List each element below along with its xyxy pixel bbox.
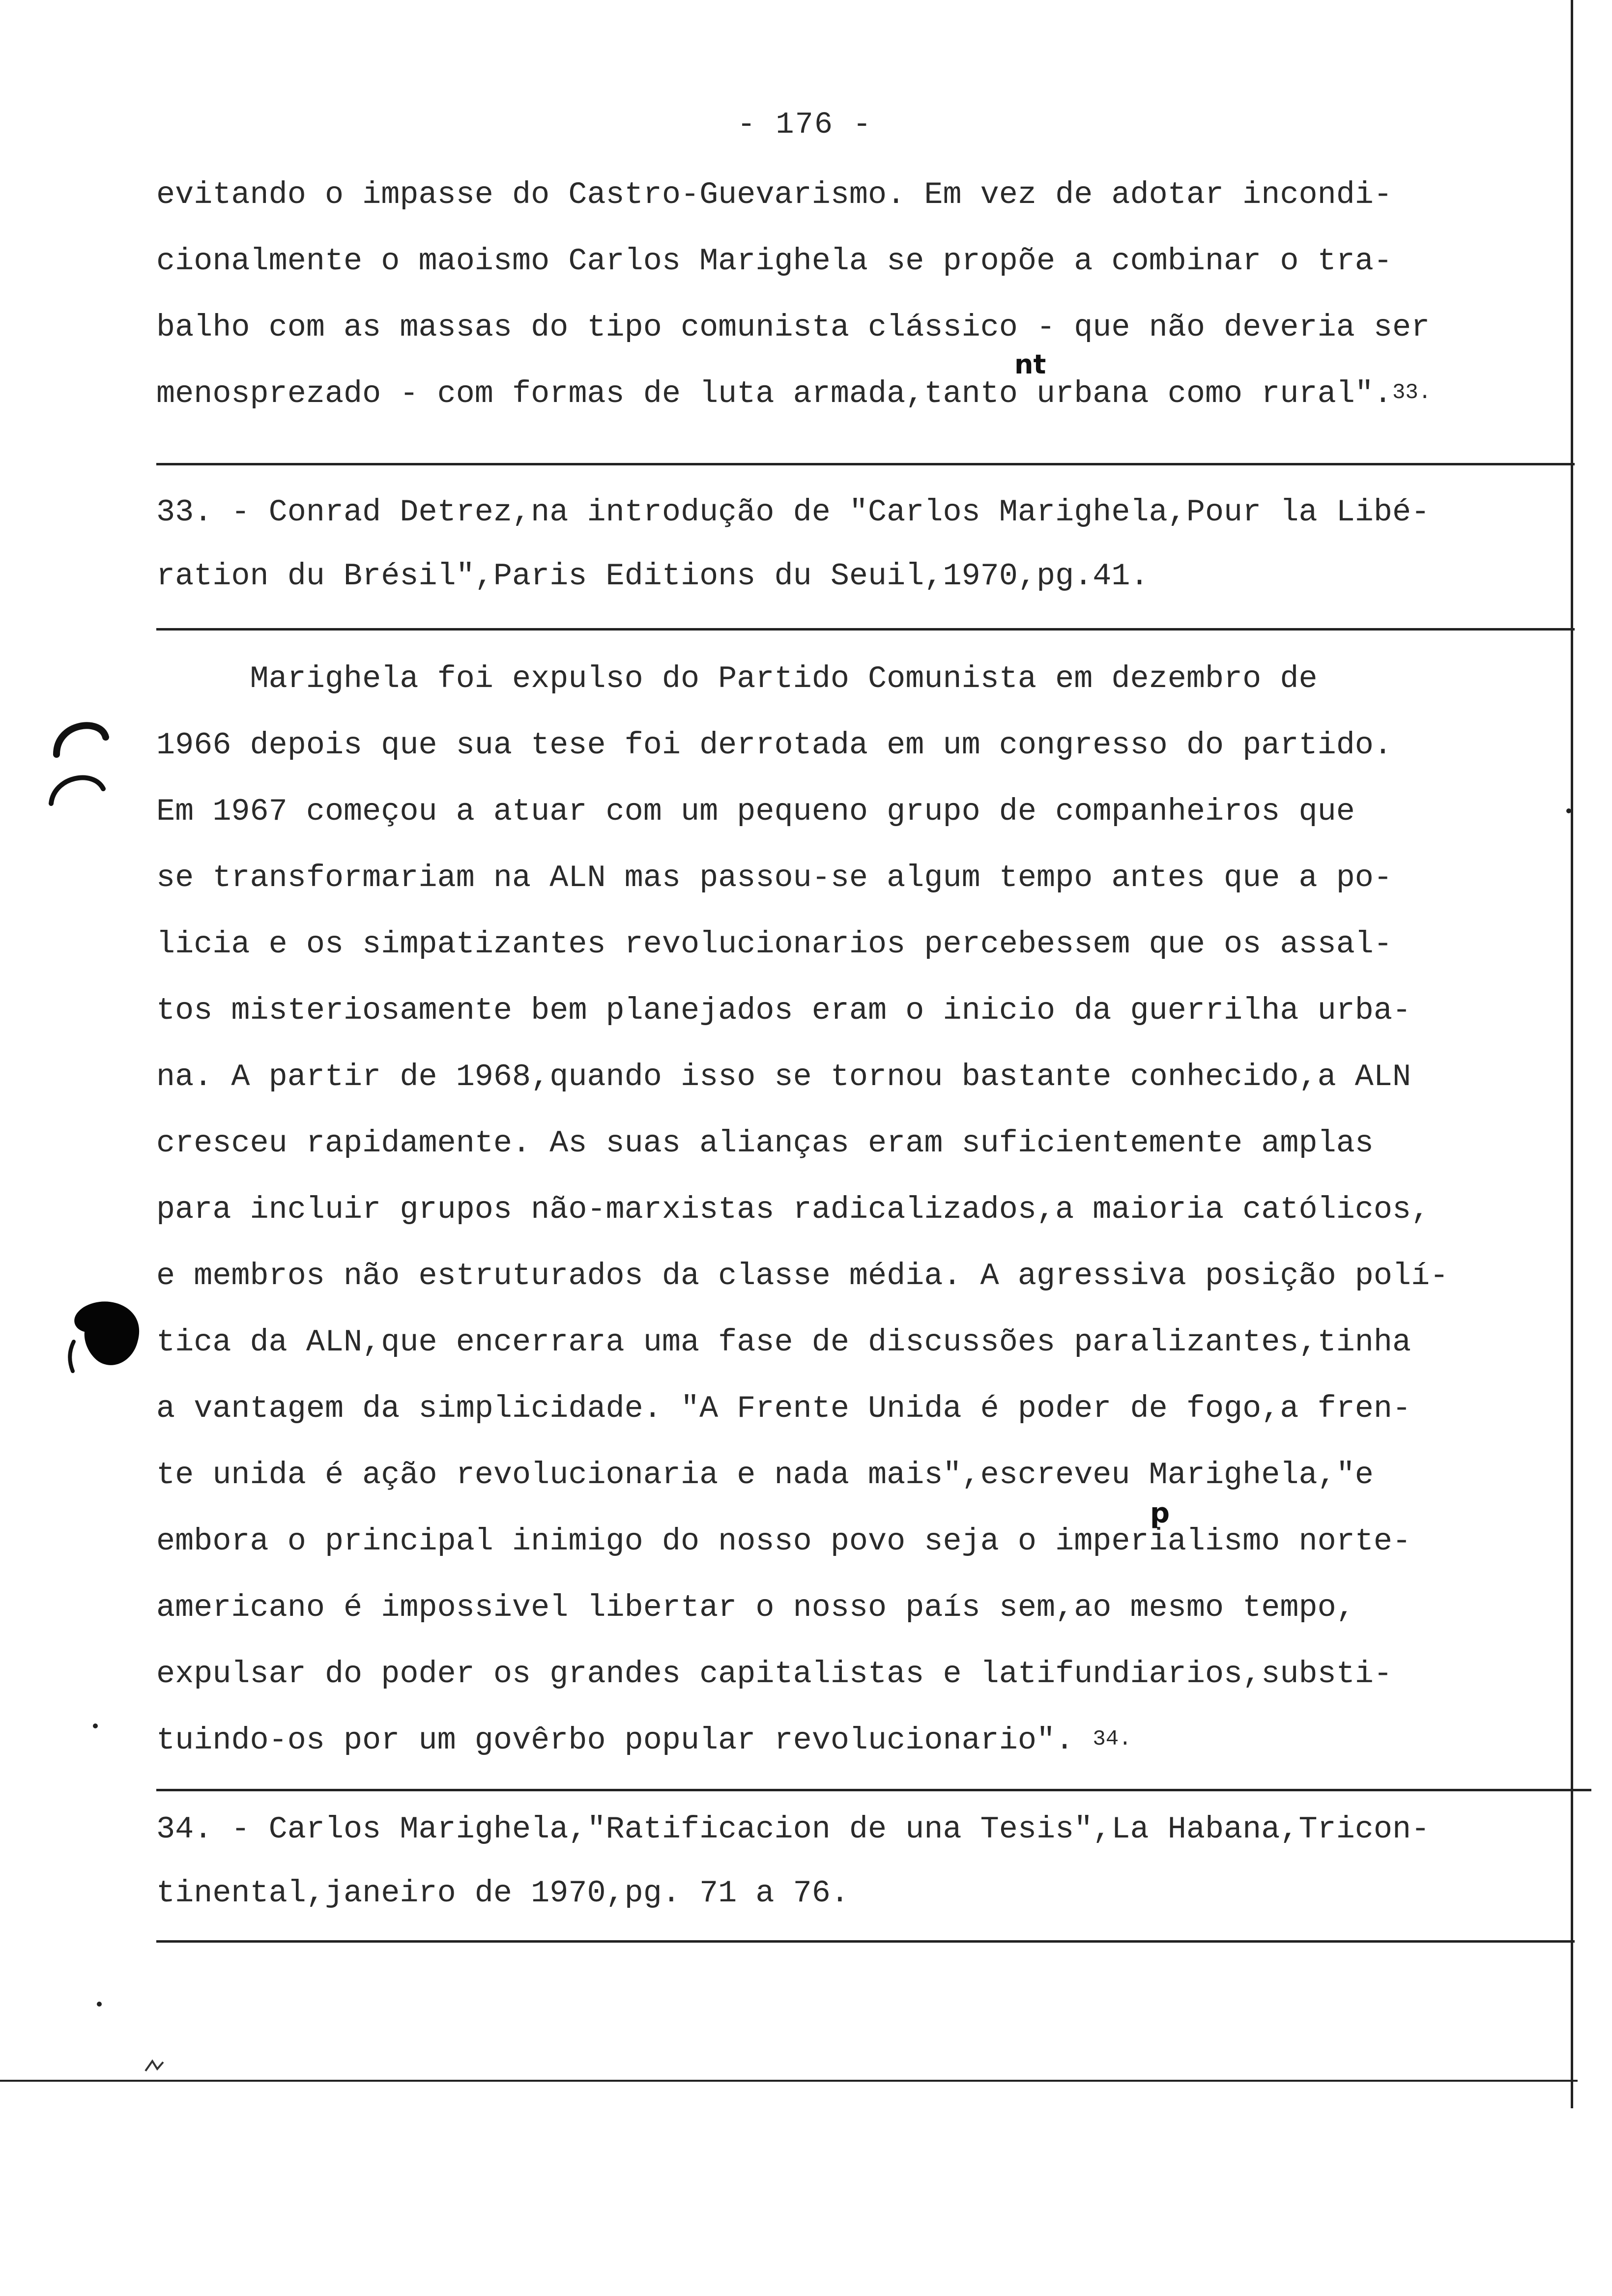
paragraph-2 (156, 646, 1562, 1774)
footnote-line: ration du Brésil",Paris Editions du Seuil,1970,pg.41. (156, 559, 1149, 594)
text-line: a vantagem da simplicidade. "A Frente Unida é poder de fogo,a fren- (156, 1391, 1411, 1427)
handwritten-correction-mark (1012, 349, 1057, 383)
svg-text:p: p (1150, 1497, 1170, 1529)
footnote-ref-34: 34. (1093, 1727, 1132, 1751)
footnote-divider-top (156, 1789, 1591, 1791)
svg-text:nt: nt (1014, 349, 1046, 380)
text-line: tos misteriosamente bem planejados eram o inicio da guerrilha urba- (156, 993, 1411, 1029)
binder-hole-mark-icon (44, 764, 113, 808)
binder-hole-mark-icon (47, 708, 115, 762)
footnote-divider-bottom (156, 628, 1575, 631)
text-line: te unida é ação revolucionaria e nada mais",escreveu Marighela,"e (156, 1458, 1374, 1493)
stray-dot (96, 2001, 102, 2007)
text-line: se transformariam na ALN mas passou-se algum tempo antes que a po- (156, 861, 1393, 896)
footnote-33 (156, 481, 1562, 608)
text-line: para incluir grupos não-marxistas radicalizados,a maioria católicos, (156, 1192, 1430, 1228)
page-number: - 176 - (737, 107, 872, 142)
stray-dot (1566, 808, 1572, 814)
footnote-divider-top (156, 463, 1575, 465)
text-line: e membros não estruturados da classe média. A agressiva posição polí- (156, 1259, 1449, 1294)
footnote-line: 34. - Carlos Marighela,"Ratificacion de una Tesis",La Habana,Tricon- (156, 1812, 1430, 1847)
text-line: Marighela foi expulso do Partido Comunista em dezembro de (156, 661, 1318, 697)
text-line: americano é impossivel libertar o nosso país sem,ao mesmo tempo, (156, 1590, 1355, 1626)
page-bottom-rule (0, 2080, 1578, 2082)
footnote-line: tinental,janeiro de 1970,pg. 71 a 76. (156, 1876, 849, 1911)
handwritten-correction-mark (1145, 1494, 1180, 1533)
right-margin-rule (1571, 0, 1573, 2108)
footnote-ref-33: 33. (1392, 380, 1432, 405)
text-line: expulsar do poder os grandes capitalistas e latifundiarios,substi- (156, 1657, 1393, 1692)
footnote-34 (156, 1798, 1562, 1925)
text-line: cionalmente o maoismo Carlos Marighela se propõe a combinar o tra- (156, 244, 1393, 279)
paragraph-1 (156, 162, 1562, 428)
footnote-line: 33. - Conrad Detrez,na introdução de "Carlos Marighela,Pour la Libé- (156, 495, 1430, 530)
text-line: tica da ALN,que encerrara uma fase de discussões paralizantes,tinha (156, 1325, 1411, 1360)
text-line: embora o principal inimigo do nosso povo seja o imperialismo norte- (156, 1524, 1411, 1559)
text-line: evitando o impasse do Castro-Guevarismo. Em vez de adotar incondi- (156, 177, 1393, 213)
text-line: Em 1967 começou a atuar com um pequeno grupo de companheiros que (156, 794, 1355, 830)
text-line: balho com as massas do tipo comunista clássico - que não deveria ser (156, 310, 1430, 345)
text-line-content: menosprezado - com formas de luta armada,tanto urbana como rural". (156, 376, 1393, 412)
text-line: licia e os simpatizantes revolucionarios percebessem que os assal- (156, 927, 1393, 962)
text-line (156, 1708, 1562, 1774)
stray-scribble (143, 2056, 172, 2076)
stray-dot (92, 1723, 98, 1729)
text-line: na. A partir de 1968,quando isso se tornou bastante conhecido,a ALN (156, 1060, 1411, 1095)
text-line-content: tuindo-os por um govêrbo popular revolucionario". (156, 1723, 1074, 1758)
text-line (156, 361, 1562, 428)
text-line: cresceu rapidamente. As suas alianças eram suficientemente amplas (156, 1126, 1374, 1161)
ink-blot-icon (54, 1288, 152, 1386)
text-line: 1966 depois que sua tese foi derrotada em um congresso do partido. (156, 728, 1393, 763)
footnote-divider-bottom (156, 1940, 1575, 1943)
